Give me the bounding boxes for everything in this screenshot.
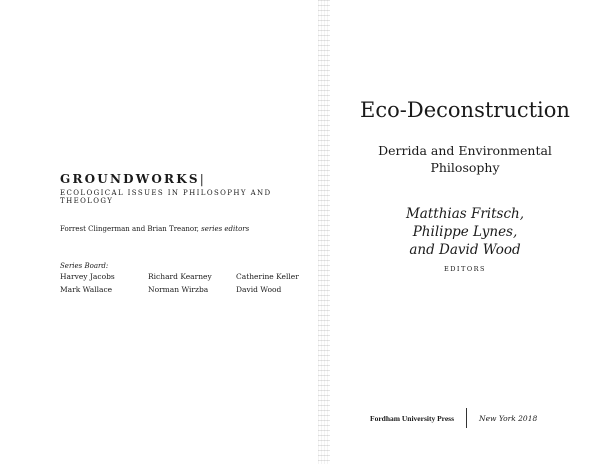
author-name: Philippe Lynes, [412,224,518,240]
publication-place-year: New York 2018 [479,413,538,423]
book-authors [330,205,600,259]
series-editors-names: Forrest Clingerman and Brian Treanor, [60,225,199,233]
book-subtitle: Derrida and Environmental Philosophy [378,143,552,175]
author-name: and David Wood [409,242,521,258]
publisher-name: Fordham University Press [370,413,455,423]
board-member: Richard Kearney [148,272,212,281]
imprint-divider [466,408,467,428]
title-page [330,0,600,464]
board-member: Mark Wallace [60,285,113,294]
book-title: Eco-Deconstruction [360,98,570,122]
imprint [370,408,537,428]
series-title: GROUNDWORKS| [60,172,206,186]
board-member: Norman Wirzba [148,285,209,294]
series-board-label: Series Board: [60,262,109,270]
editors-role: EDITORS [443,265,487,273]
board-member: David Wood [236,285,282,294]
series-editors [60,225,249,233]
series-editors-role: series editors [201,225,250,233]
series-subtitle: ECOLOGICAL ISSUES IN PHILOSOPHY AND THEOLOGY [60,189,272,205]
book-gutter [318,0,330,464]
board-member: Catherine Keller [236,272,299,281]
author-name: Matthias Fritsch, [405,206,525,222]
series-board-list [60,272,324,294]
board-member: Harvey Jacobs [60,272,115,281]
